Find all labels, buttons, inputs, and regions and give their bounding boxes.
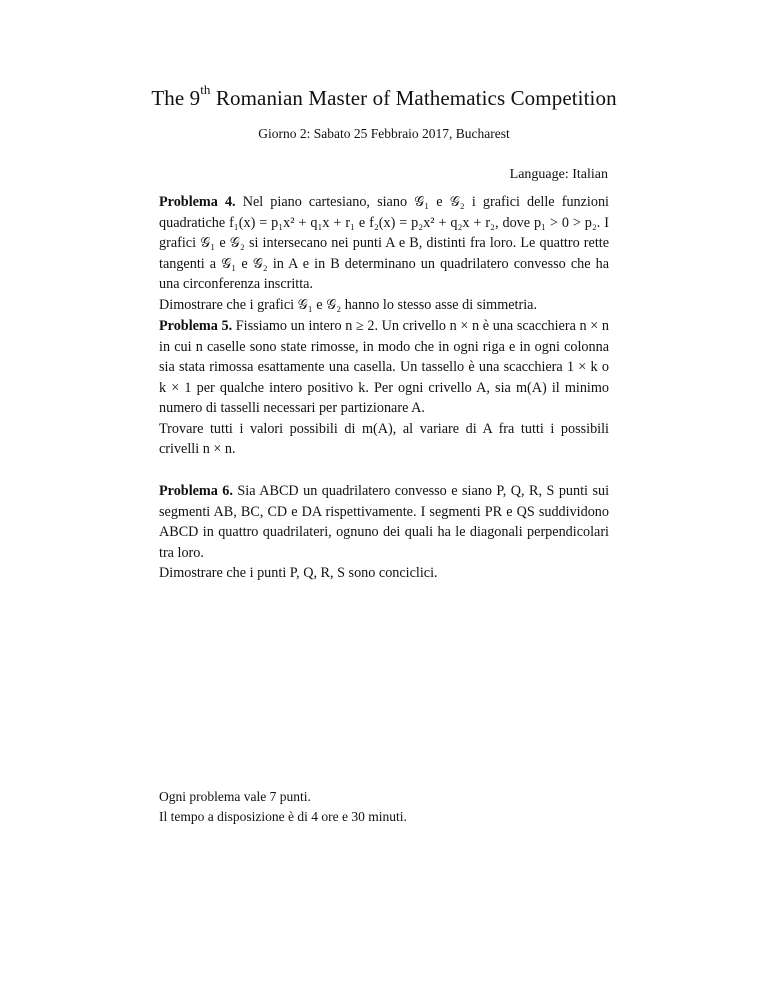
footer-time: Il tempo a disposizione è di 4 ore e 30 minuti. [159, 809, 407, 824]
problem-6-question: Dimostrare che i punti P, Q, R, S sono conciclici. [159, 565, 438, 581]
problem-6-label: Problema 6. [159, 483, 233, 499]
footer-notes [159, 787, 407, 827]
problem-6 [159, 481, 609, 584]
problem-5-question: Trovare tutti i valori possibili di m(A), al variare di A fra tutti i possibili crivelli n × n. [159, 420, 609, 457]
problem-5 [159, 316, 609, 460]
problem-4-question: Dimostrare che i grafici 𝒢₁ e 𝒢₂ hanno lo stesso asse di simmetria. [159, 296, 537, 313]
title-text: The 9 [151, 86, 201, 110]
language-label: Language: Italian [509, 167, 608, 182]
problem-5-statement [159, 316, 609, 419]
problem-4-statement [159, 192, 609, 295]
problem-4-text: Nel piano cartesiano, siano 𝒢₁ e 𝒢₂ i grafici delle funzioni quadratiche f₁(x) = p₁x² + q₁x + r₁ e f₂(x) = p₂x² + q₂x + r₂, dove p₁ > 0 > p₂. I grafici 𝒢₁ e 𝒢₂ si intersecano nei punti A e B, distinti fra loro. Le quattro rette tangenti a 𝒢₁ e 𝒢₂ in A e in B determinano un quadrilatero convesso che ha una circonferenza inscritta. [159, 194, 609, 292]
title-text-rest: Romanian Master of Mathematics Competition [210, 86, 617, 110]
page-title [0, 82, 768, 111]
problem-5-label: Problema 5. [159, 318, 233, 334]
problem-4 [159, 192, 609, 315]
problem-5-text: Fissiamo un intero n ≥ 2. Un crivello n × n è una scacchiera n × n in cui n caselle sono state rimosse, in modo che in ogni riga e in ogni colonna sia stata rimossa esattamente una casella. Un tassello è una scacchiera 1 × k o k × 1 per qualche intero positivo k. Per ogni crivello A, sia m(A) il minimo numero di tasselli necessari per partizionare A. [159, 318, 609, 416]
page-subtitle: Giorno 2: Sabato 25 Febbraio 2017, Bucharest [258, 126, 510, 141]
problem-6-statement [159, 481, 609, 563]
problem-6-text: Sia ABCD un quadrilatero convesso e siano P, Q, R, S punti sui segmenti AB, BC, CD e DA rispettivamente. I segmenti PR e QS suddividono ABCD in quattro quadrilateri, ognuno dei quali ha le diagonali perpendicolari tra loro. [159, 483, 610, 561]
footer-points: Ogni problema vale 7 punti. [159, 789, 311, 804]
problem-4-label: Problema 4. [159, 194, 236, 210]
title-superscript: th [200, 82, 211, 97]
